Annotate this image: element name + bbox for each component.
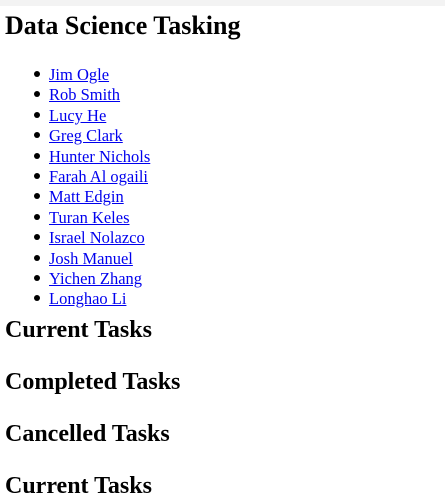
section-heading-current-tasks: Current Tasks [5,316,152,343]
bullet-icon [34,153,40,159]
team-member-link-rob-smith[interactable]: Rob Smith [49,85,121,105]
list-item [49,147,445,167]
list-item [49,208,445,228]
team-member-link-turan-keles[interactable]: Turan Keles [49,207,130,227]
list-item [49,106,445,126]
team-member-link-longhao-li[interactable]: Longhao Li [49,289,127,309]
list-item [49,85,445,105]
bullet-icon [34,295,40,301]
team-member-link-josh-manuel[interactable]: Josh Manuel [49,248,133,268]
bullet-icon [34,214,40,220]
bullet-icon [34,132,40,138]
team-member-link-yichen-zhang[interactable]: Yichen Zhang [49,268,143,288]
section-heading-completed-tasks: Completed Tasks [5,368,181,395]
section-heading-cancelled-tasks: Cancelled Tasks [5,420,170,447]
list-item [49,249,445,269]
bullet-icon [34,173,40,179]
team-member-list [5,65,445,310]
team-member-link-farah-al-ogaili[interactable]: Farah Al ogaili [49,166,148,186]
section-heading-current-tasks-repeat: Current Tasks [5,472,152,499]
list-item [49,289,445,309]
list-item [49,269,445,289]
team-member-link-greg-clark[interactable]: Greg Clark [49,126,123,146]
team-member-link-jim-ogle[interactable]: Jim Ogle [49,65,110,84]
bullet-icon [34,91,40,97]
bullet-icon [34,255,40,261]
list-item [49,167,445,187]
team-member-link-lucy-he[interactable]: Lucy He [49,105,107,125]
bullet-icon [34,112,40,118]
team-member-link-israel-nolazco[interactable]: Israel Nolazco [49,228,145,248]
list-item [49,65,445,85]
bullet-icon [34,234,40,240]
list-item [49,126,445,146]
team-member-link-matt-edgin[interactable]: Matt Edgin [49,187,124,207]
list-item [49,228,445,248]
bullet-icon [34,193,40,199]
list-item [49,187,445,207]
bullet-icon [34,275,40,281]
bullet-icon [34,71,40,77]
page-title: Data Science Tasking [5,11,241,40]
team-member-link-hunter-nichols[interactable]: Hunter Nichols [49,146,151,166]
